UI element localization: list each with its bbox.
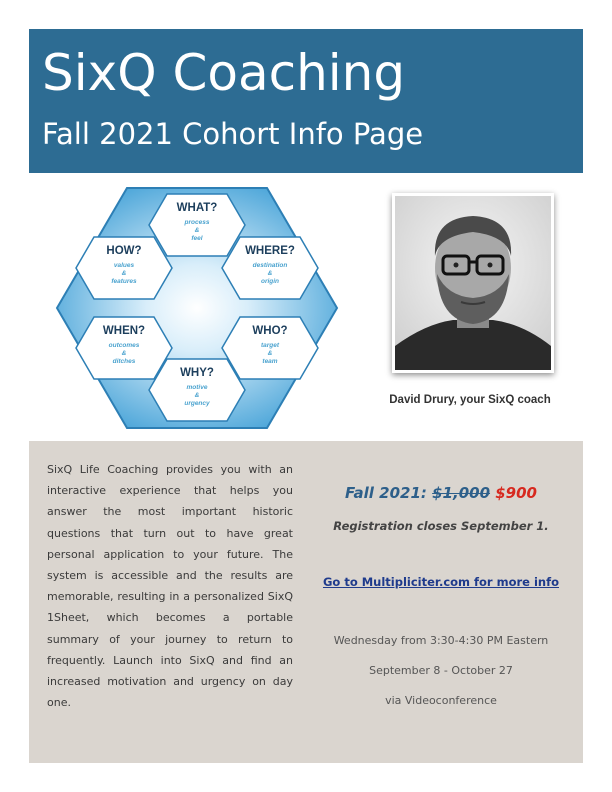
coach-portrait — [392, 193, 554, 373]
old-price: $1,000 — [432, 484, 491, 502]
why-sub: motive & urgency — [184, 384, 210, 407]
schedule-dates: September 8 - October 27 — [369, 664, 513, 677]
schedule-day: Wednesday from 3:30-4:30 PM Eastern — [333, 634, 549, 647]
how-sub: values & features — [111, 262, 137, 285]
program-description: SixQ Life Coaching provides you with an interactive experience that helps you answer the most important historic questions that turn out to have great personal application to your future. The system is accessible and the results are memorable, resulting in a personalized SixQ 1Sheet, which becomes a portable summary of your journey to return to frequently. Launch into SixQ and find an increased motivation and urgency on day one. — [47, 463, 293, 710]
why-question: WHY? — [180, 367, 214, 379]
cell-how-label — [84, 244, 164, 286]
who-sub: target & team — [260, 342, 280, 365]
sixq-hexagon-diagram — [54, 185, 340, 431]
registration-deadline: Registration closes September 1. — [333, 519, 549, 533]
where-question: WHERE? — [245, 245, 295, 257]
photo-caption: David Drury, your SixQ coach — [389, 394, 551, 406]
page-subtitle: Fall 2021 Cohort Info Page — [42, 117, 424, 151]
who-question: WHO? — [252, 325, 288, 337]
cell-when-label — [84, 324, 164, 366]
more-info-link[interactable]: Go to Multipliciter.com for more info — [322, 575, 559, 589]
header-banner — [29, 29, 583, 173]
what-sub: process & feel — [184, 219, 210, 242]
new-price: $900 — [495, 484, 537, 502]
price-line — [315, 484, 567, 502]
cell-where-label — [230, 244, 310, 286]
when-sub: outcomes & ditches — [108, 342, 140, 365]
when-question: WHEN? — [102, 325, 146, 337]
cell-what-label — [157, 201, 237, 243]
cell-why-label — [157, 366, 237, 408]
price-label: Fall 2021: — [344, 484, 427, 502]
page-title: SixQ Coaching — [42, 44, 406, 102]
info-panel — [29, 441, 583, 763]
cell-who-label — [230, 324, 310, 366]
schedule-mode: via Videoconference — [385, 694, 497, 707]
how-question: HOW? — [106, 245, 142, 257]
what-question: WHAT? — [176, 202, 218, 214]
where-sub: destination & origin — [252, 262, 288, 285]
portrait-illustration — [395, 196, 551, 370]
